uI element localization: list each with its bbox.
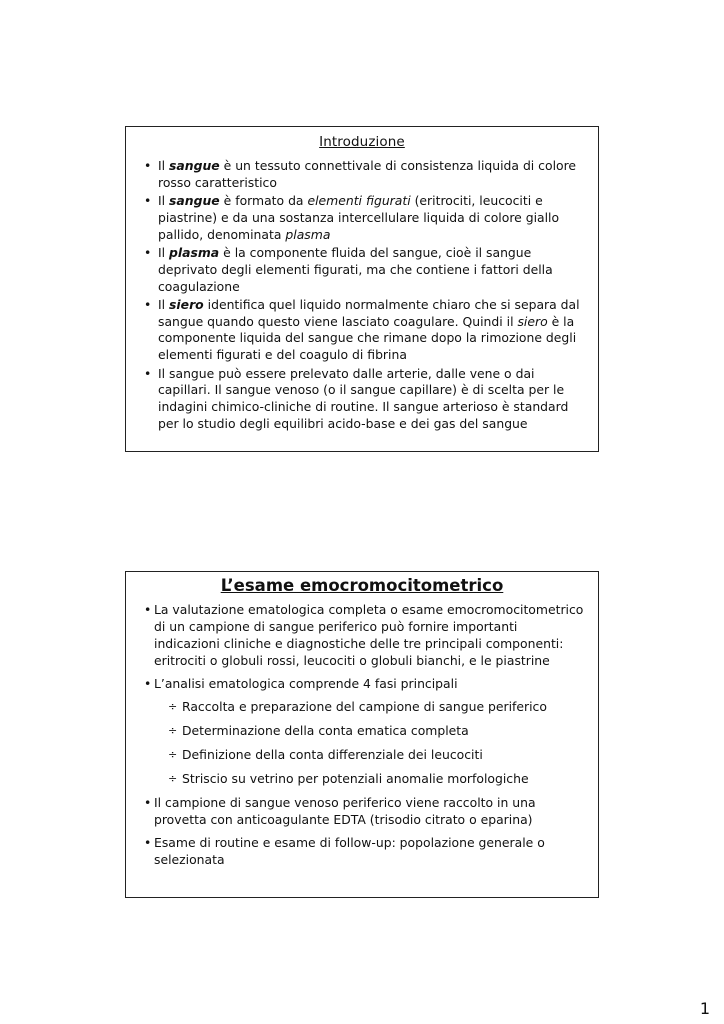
- divide-bullet-icon: ÷: [168, 748, 178, 761]
- list-item: • Il sangue è formato da elementi figurati (eritrociti, leucociti e piastrine) e da una sostanza intercellulare liquida di colore giallo pallido, denominata plasma: [144, 193, 560, 242]
- list-item: • L’analisi ematologica comprende 4 fasi principali: [144, 676, 458, 691]
- bullet-icon: •: [144, 365, 152, 381]
- list-item: • Il siero identifica quel liquido normalmente chiaro che si separa dal sangue quando questo viene lasciato coagulare. Quindi il siero è la componente liquida del sangue che rimane dopo la rimozione degli elementi figurati e del coagulo di fibrina: [144, 296, 580, 363]
- bullet-icon: •: [144, 795, 152, 810]
- divide-bullet-icon: ÷: [168, 772, 178, 785]
- bullet-icon: •: [144, 193, 152, 209]
- sub-list-item: ÷ Striscio su vetrino per potenziali anomalie morfologiche: [168, 771, 529, 786]
- bullet-icon: •: [144, 158, 152, 173]
- bullet-icon: •: [144, 602, 152, 617]
- bullet-icon: •: [144, 296, 152, 312]
- sub-list-item: ÷ Raccolta e preparazione del campione di sangue periferico: [168, 699, 547, 714]
- slide-title: L’esame emocromocitometrico: [220, 576, 504, 595]
- slide-esame-emocromocitometrico: [125, 571, 599, 898]
- list-item: • Il plasma è la componente fluida del sangue, cioè il sangue deprivato degli elementi figurati, ma che contiene i fattori della coagulazione: [144, 244, 553, 294]
- bullet-icon: •: [144, 676, 152, 691]
- bullet-icon: •: [144, 835, 152, 850]
- list-item: • La valutazione ematologica completa o esame emocromocitometrico di un campione di sangue periferico può fornire importanti indicazioni cliniche e diagnostiche delle tre principali componenti: eritrociti o globuli rossi, leucociti o globuli bianchi, e le piastrine: [144, 602, 584, 668]
- divide-bullet-icon: ÷: [168, 724, 178, 737]
- sub-list-item: ÷ Determinazione della conta ematica completa: [168, 723, 469, 738]
- slide-introduzione: [125, 126, 599, 452]
- list-item: • Il campione di sangue venoso periferico viene raccolto in una provetta con anticoagulante EDTA (trisodio citrato o eparina): [144, 795, 536, 827]
- list-item: • Il sangue può essere prelevato dalle arterie, dalle vene o dai capillari. Il sangue venoso (o il sangue capillare) è di scelta per le indagini chimico-cliniche di routine. Il sangue arterioso è standard per lo studio degli equilibri acido-base e dei gas del sangue: [144, 365, 569, 431]
- list-item: • Esame di routine e esame di follow-up: popolazione generale o selezionata: [144, 835, 545, 867]
- bullet-list: [144, 158, 584, 433]
- bullet-list: [144, 601, 584, 868]
- divide-bullet-icon: ÷: [168, 700, 178, 713]
- bullet-icon: •: [144, 244, 152, 260]
- slide-title: Introduzione: [319, 134, 405, 150]
- list-item: • Il sangue è un tessuto connettivale di consistenza liquida di colore rosso caratteristico: [144, 158, 577, 190]
- page-number: 1: [699, 999, 710, 1018]
- sub-list-item: ÷ Definizione della conta differenziale dei leucociti: [168, 747, 483, 762]
